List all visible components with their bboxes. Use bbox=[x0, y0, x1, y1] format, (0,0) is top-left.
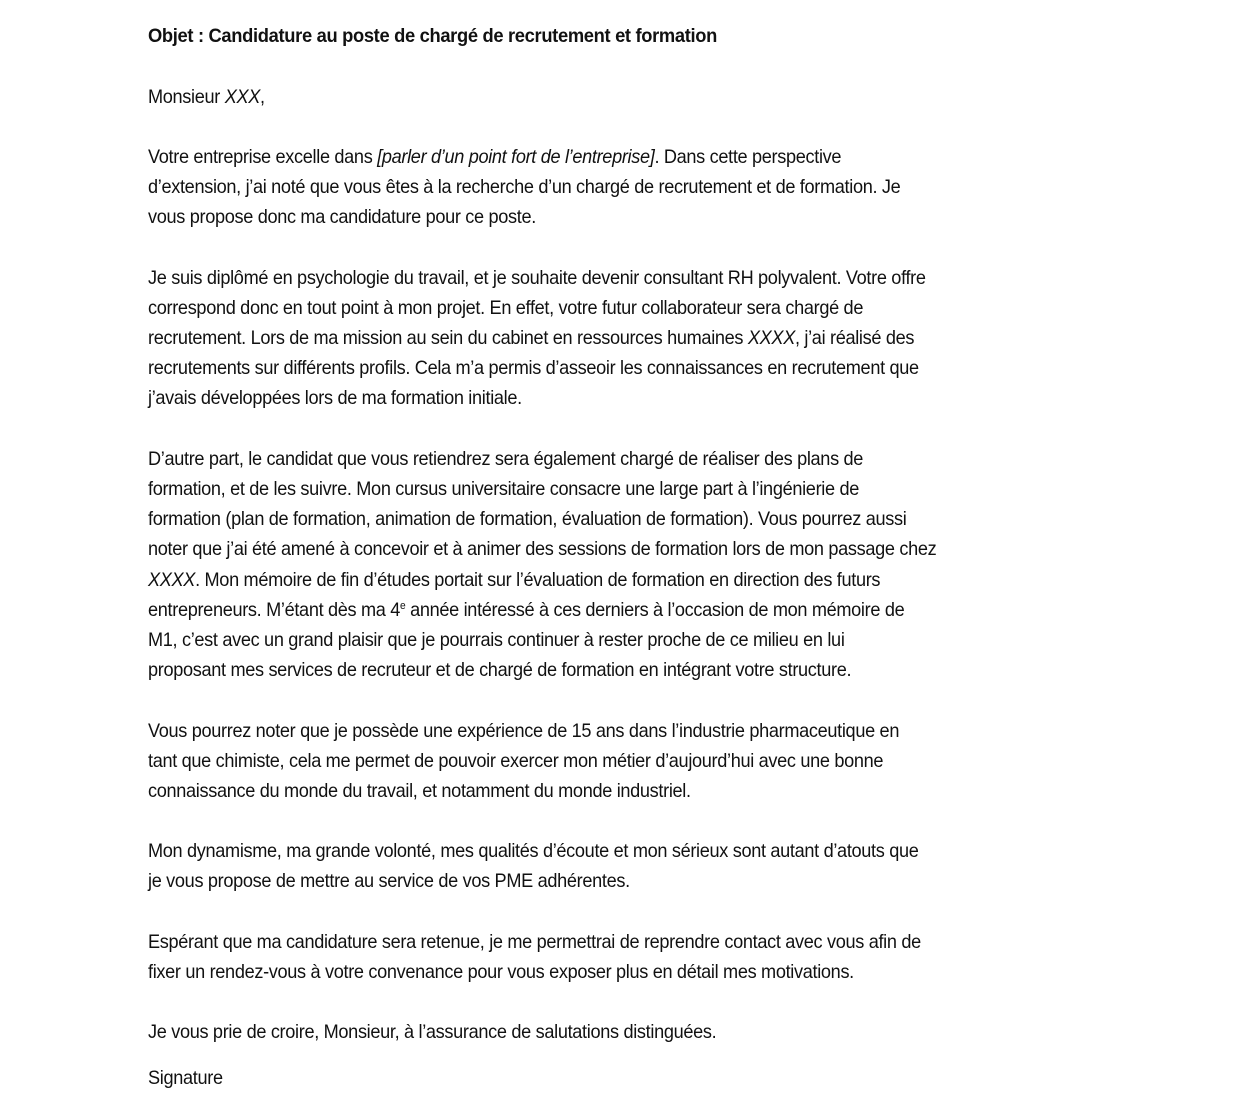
paragraph-line bbox=[148, 145, 841, 169]
paragraph-line: fixer un rendez-vous à votre convenance pour vous exposer plus en détail mes motivations. bbox=[148, 961, 854, 983]
paragraph-line: d’extension, j’ai noté que vous êtes à la recherche d’un chargé de recrutement et de formation. Je bbox=[148, 176, 901, 198]
paragraph-line: j’avais développées lors de ma formation initiale. bbox=[148, 387, 522, 409]
salutation-suffix: , bbox=[260, 86, 265, 108]
paragraph-line: tant que chimiste, cela me permet de pouvoir exercer mon métier d’aujourd’hui avec une bonne bbox=[148, 750, 884, 772]
paragraph-line: noter que j’ai été amené à concevoir et à animer des sessions de formation lors de mon passage chez bbox=[148, 538, 937, 560]
text-span: année intéressé à ces derniers à l’occasion de mon mémoire de bbox=[405, 599, 905, 621]
paragraph-line bbox=[148, 326, 914, 350]
company-name-placeholder: XXXX bbox=[148, 569, 196, 591]
text-span: recrutement. Lors de ma mission au sein du cabinet en ressources humaines bbox=[148, 327, 748, 349]
closing-formula: Je vous prie de croire, Monsieur, à l’assurance de salutations distinguées. bbox=[148, 1021, 717, 1043]
paragraph-line: Espérant que ma candidature sera retenue, je me permettrai de reprendre contact avec vous afin de bbox=[148, 931, 921, 953]
text-span: entrepreneurs. M’étant dès ma 4 bbox=[148, 599, 401, 621]
paragraph-line bbox=[148, 598, 904, 622]
paragraph-line: Vous pourrez noter que je possède une expérience de 15 ans dans l’industrie pharmaceutique en bbox=[148, 720, 900, 742]
paragraph-line: correspond donc en tout point à mon projet. En effet, votre futur collaborateur sera chargé de bbox=[148, 297, 864, 319]
text-span: , j’ai réalisé des bbox=[794, 327, 915, 349]
paragraph-line: connaissance du monde du travail, et notamment du monde industriel. bbox=[148, 780, 691, 802]
text-span: . Dans cette perspective bbox=[654, 146, 842, 168]
firm-name-placeholder: XXXX bbox=[747, 327, 795, 349]
paragraph-line: Mon dynamisme, ma grande volonté, mes qualités d’écoute et mon sérieux sont autant d’atouts que bbox=[148, 840, 919, 862]
text-span: . Mon mémoire de fin d’études portait sur l’évaluation de formation en direction des futurs bbox=[195, 569, 881, 591]
paragraph-line: formation, et de les suivre. Mon cursus universitaire consacre une large part à l’ingénierie de bbox=[148, 478, 859, 500]
paragraph-line: proposant mes services de recruteur et de chargé de formation en intégrant votre structure. bbox=[148, 659, 852, 681]
salutation bbox=[148, 85, 265, 109]
paragraph-line bbox=[148, 568, 880, 592]
paragraph-line: Je suis diplômé en psychologie du travail, et je souhaite devenir consultant RH polyvalent. Votre offre bbox=[148, 267, 926, 289]
subject-line: Objet : Candidature au poste de chargé de recrutement et formation bbox=[148, 25, 718, 47]
text-span: Votre entreprise excelle dans bbox=[148, 146, 378, 168]
ordinal-superscript: e bbox=[400, 600, 406, 612]
salutation-prefix: Monsieur bbox=[148, 86, 225, 108]
paragraph-line: formation (plan de formation, animation de formation, évaluation de formation). Vous pourrez aussi bbox=[148, 508, 907, 530]
paragraph-line: D’autre part, le candidat que vous retiendrez sera également chargé de réaliser des plans de bbox=[148, 448, 864, 470]
paragraph-line: je vous propose de mettre au service de vos PME adhérentes. bbox=[148, 870, 630, 892]
company-strength-placeholder: [parler d’un point fort de l’entreprise] bbox=[377, 146, 655, 168]
paragraph-line: recrutements sur différents profils. Cela m’a permis d’asseoir les connaissances en recrutement que bbox=[148, 357, 919, 379]
paragraph-line: vous propose donc ma candidature pour ce poste. bbox=[148, 206, 536, 228]
recipient-name-placeholder: XXX bbox=[224, 86, 261, 108]
signature: Signature bbox=[148, 1067, 223, 1089]
paragraph-line: M1, c’est avec un grand plaisir que je pourrais continuer à rester proche de ce milieu en lui bbox=[148, 629, 845, 651]
